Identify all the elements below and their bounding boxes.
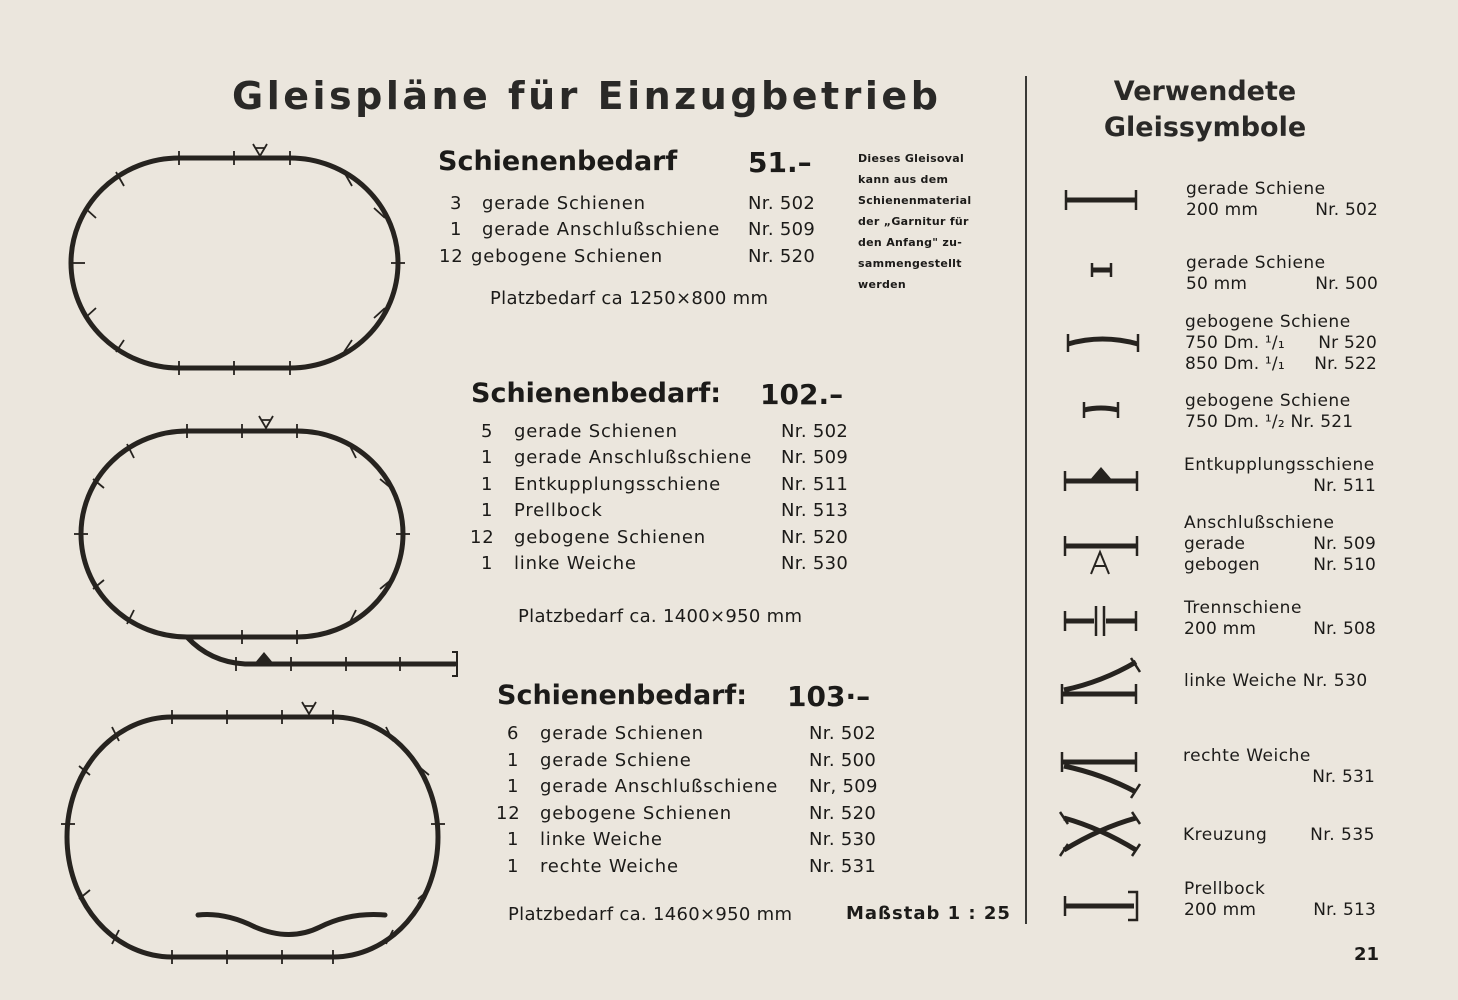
plan-3-price: 103·– <box>787 680 871 713</box>
note-line: den Anfang" zu- <box>858 236 963 249</box>
symbol-label <box>1184 671 1376 692</box>
symbol-label-nr: Nr. 513 <box>1313 900 1376 920</box>
page-number: 21 <box>1354 944 1380 965</box>
symbols-title <box>1080 74 1330 146</box>
symbol-label-nr: Nr. 535 <box>1310 825 1375 845</box>
symbol-label <box>1185 312 1377 375</box>
list-item-name: gerade Schienen <box>482 193 646 214</box>
symbol-label-nr: Nr. 522 <box>1314 354 1377 374</box>
uncoupling-track-icon <box>1065 467 1137 491</box>
buffer-stop-icon <box>452 652 457 676</box>
symbol-label-nr: Nr. 500 <box>1315 274 1378 294</box>
list-item-nr: Nr. 500 <box>809 750 877 771</box>
list-item-name: linke Weiche <box>514 553 637 574</box>
symbol-label <box>1184 513 1376 576</box>
list-item-name: gerade Anschlußschiene <box>540 776 779 797</box>
note-line: der „Garnitur für <box>858 215 969 228</box>
list-item-nr: Nr. 530 <box>781 553 849 574</box>
list-item-nr: Nr. 502 <box>809 723 877 744</box>
uncoupling-marker-icon <box>254 652 274 664</box>
symbol-label-nr: Nr. 508 <box>1313 619 1376 639</box>
symbol-label-nr: Nr. 509 <box>1313 534 1376 554</box>
list-item-nr: Nr. 511 <box>781 474 849 495</box>
list-item-nr: Nr, 509 <box>809 776 878 797</box>
note-line: Schienenmaterial <box>858 194 972 207</box>
track-plan-3-bypass <box>198 915 385 935</box>
plan-3-heading: Schienenbedarf: <box>497 680 748 711</box>
note-line: werden <box>858 278 907 291</box>
symbol-label-line: 750 Dm. ¹/₁ <box>1185 333 1285 353</box>
symbol-label-line: linke Weiche Nr. 530 <box>1184 671 1368 691</box>
plan-1-heading: Schienenbedarf <box>438 146 678 177</box>
symbol-label-line: gerade Schiene <box>1186 179 1326 199</box>
list-item-qty: 3 <box>450 193 463 214</box>
list-item-name: gerade Schienen <box>514 421 678 442</box>
list-item-qty: 1 <box>481 474 494 495</box>
symbol-label-line: gebogene Schiene <box>1185 312 1351 332</box>
right-switch-icon <box>1062 752 1140 798</box>
symbol-label <box>1186 253 1378 295</box>
symbol-label-line: 200 mm <box>1184 900 1257 920</box>
list-item-name: gerade Anschlußschiene <box>482 219 721 240</box>
straight-track-icon <box>1066 190 1136 210</box>
list-item-name: gebogene Schienen <box>471 246 663 267</box>
symbol-label-line: 750 Dm. ¹/₂ Nr. 521 <box>1185 412 1354 432</box>
list-item-qty: 6 <box>507 723 520 744</box>
list-item-qty: 12 <box>470 527 495 548</box>
crossing-icon <box>1060 812 1140 856</box>
list-item-qty: 1 <box>507 829 520 850</box>
connection-marker-icon <box>259 416 273 428</box>
symbols-title-line-1: Verwendete <box>1113 76 1297 107</box>
symbol-label-nr: Nr 520 <box>1318 333 1377 353</box>
connection-track-icon <box>1065 536 1137 574</box>
list-item-name: rechte Weiche <box>540 856 679 877</box>
page-title: Gleispläne für Einzugbetrieb <box>232 74 942 118</box>
isolating-track-icon <box>1065 606 1136 636</box>
list-item-qty: 12 <box>439 246 464 267</box>
list-item-nr: Nr. 531 <box>809 856 877 877</box>
track-plan-2-siding <box>187 637 455 664</box>
symbol-label-line: gebogen <box>1184 555 1260 575</box>
list-item-qty: 5 <box>481 421 494 442</box>
list-item-nr: Nr. 520 <box>781 527 849 548</box>
note-line: kann aus dem <box>858 173 949 186</box>
symbol-label-nr: Nr. 502 <box>1315 200 1378 220</box>
list-item-qty: 1 <box>507 776 520 797</box>
symbol-label-nr: Nr. 531 <box>1312 767 1375 787</box>
list-item-nr: Nr. 509 <box>748 219 816 240</box>
symbol-label <box>1183 825 1375 846</box>
curved-track-icon <box>1068 334 1138 352</box>
track-plan-3-oval <box>67 717 438 957</box>
list-item-qty: 1 <box>507 856 520 877</box>
symbol-label-line: Anschlußschiene <box>1184 513 1335 533</box>
plan-2-space: Platzbedarf ca. 1400×950 mm <box>518 606 803 627</box>
plan-2-price: 102.– <box>760 378 844 411</box>
list-item-name: gerade Schienen <box>540 723 704 744</box>
plan-1-note <box>858 148 971 295</box>
symbol-label <box>1186 179 1378 221</box>
buffer-stop-track-icon <box>1065 892 1137 920</box>
list-item-name: gerade Anschlußschiene <box>514 447 753 468</box>
list-item-qty: 1 <box>507 750 520 771</box>
half-curved-track-icon <box>1084 402 1118 418</box>
symbol-label-line: Kreuzung <box>1183 825 1268 845</box>
list-item-qty: 1 <box>450 219 463 240</box>
symbol-label-line: gebogene Schiene <box>1185 391 1351 411</box>
track-plan-1-oval <box>71 158 398 368</box>
list-item-qty: 1 <box>481 553 494 574</box>
symbol-label-line: Prellbock <box>1184 879 1266 899</box>
scale-label: Maßstab 1 : 25 <box>846 903 1011 924</box>
list-item-name: gebogene Schienen <box>514 527 706 548</box>
symbol-label-line: 50 mm <box>1186 274 1248 294</box>
list-item-nr: Nr. 520 <box>748 246 816 267</box>
list-item-nr: Nr. 520 <box>809 803 877 824</box>
plan-2-heading: Schienenbedarf: <box>471 378 722 409</box>
list-item-name: gerade Schiene <box>540 750 692 771</box>
list-item-name: Prellbock <box>514 500 603 521</box>
list-item-name: gebogene Schienen <box>540 803 732 824</box>
list-item-nr: Nr. 513 <box>781 500 849 521</box>
list-item-nr: Nr. 502 <box>781 421 849 442</box>
plan-3-space: Platzbedarf ca. 1460×950 mm <box>508 904 793 925</box>
symbol-label-line: Trennschiene <box>1184 598 1302 618</box>
symbol-label-line: gerade <box>1184 534 1246 554</box>
symbol-label-nr: Nr. 511 <box>1313 476 1376 496</box>
connection-marker-icon <box>302 702 316 714</box>
list-item-nr: Nr. 509 <box>781 447 849 468</box>
symbol-label-line: 200 mm <box>1186 200 1259 220</box>
list-item-nr: Nr. 502 <box>748 193 816 214</box>
list-item-qty: 1 <box>481 500 494 521</box>
plan-1-price: 51.– <box>748 146 812 179</box>
symbol-label-nr: Nr. 510 <box>1313 555 1376 575</box>
symbol-label-line: 200 mm <box>1184 619 1257 639</box>
symbol-label-line: rechte Weiche <box>1183 746 1311 766</box>
short-straight-track-icon <box>1092 263 1111 277</box>
symbol-label-line: Entkupplungsschiene <box>1184 455 1375 475</box>
symbol-label <box>1185 391 1377 433</box>
left-switch-icon <box>1062 658 1140 704</box>
list-item-name: Entkupplungsschiene <box>514 474 722 495</box>
note-line: sammengestellt <box>858 257 962 270</box>
list-item-name: linke Weiche <box>540 829 663 850</box>
column-divider <box>1025 76 1027 924</box>
symbol-label-line: 850 Dm. ¹/₁ <box>1185 354 1285 374</box>
list-item-qty: 12 <box>496 803 521 824</box>
connection-marker-icon <box>253 144 267 156</box>
symbol-label <box>1184 455 1376 497</box>
symbol-label <box>1184 598 1376 640</box>
plan-1-space: Platzbedarf ca 1250×800 mm <box>490 288 769 309</box>
symbol-label-line: gerade Schiene <box>1186 253 1326 273</box>
note-line: Dieses Gleisoval <box>858 152 965 165</box>
track-plan-2-oval <box>81 431 403 637</box>
list-item-nr: Nr. 530 <box>809 829 877 850</box>
symbol-label <box>1183 746 1375 788</box>
symbol-label <box>1184 879 1376 921</box>
list-item-qty: 1 <box>481 447 494 468</box>
symbols-title-line-2: Gleissymbole <box>1103 112 1307 143</box>
